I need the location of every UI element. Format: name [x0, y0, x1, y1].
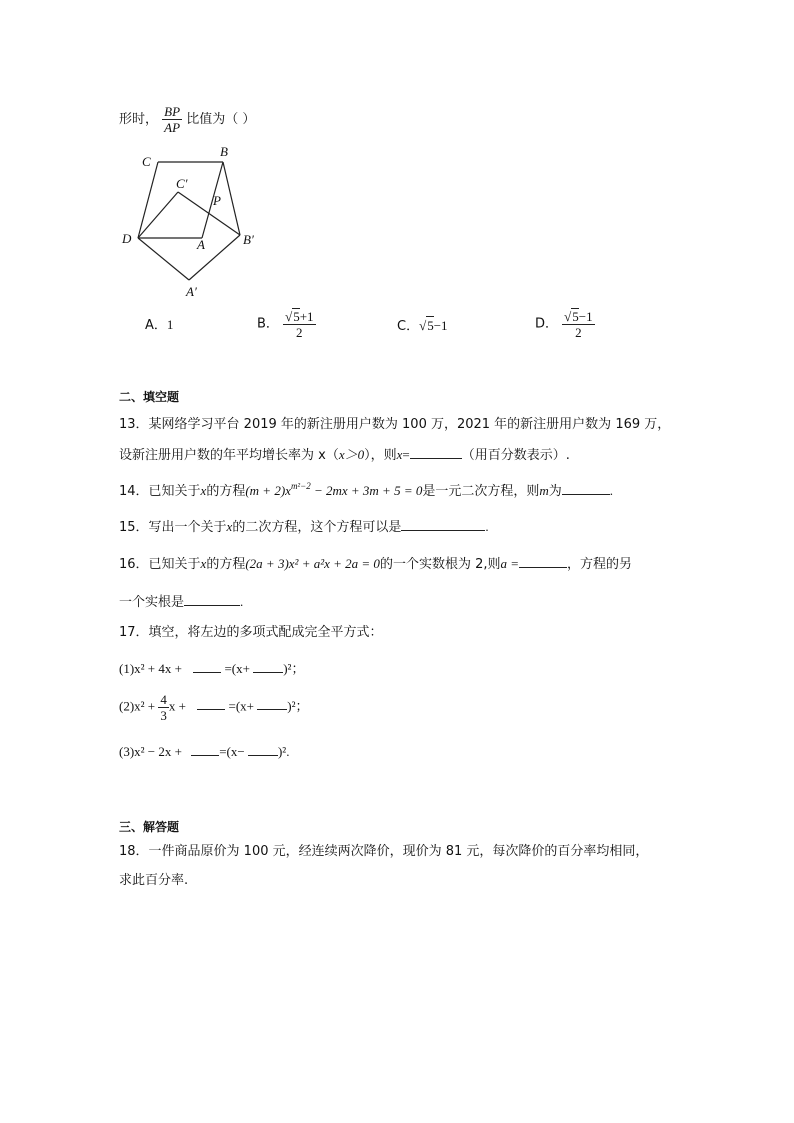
label-D: D: [122, 231, 132, 246]
option-d-num-rest: −1: [578, 309, 593, 324]
label-Cp: C′: [176, 176, 188, 191]
option-b-denominator: 2: [296, 325, 303, 340]
label-Bp: B′: [243, 232, 254, 247]
option-b-numerator: √5+1: [285, 309, 314, 324]
q16-line2: [119, 593, 243, 612]
q13-text-a: 设新注册用户数的年平均增长率为 x（: [119, 448, 339, 463]
q14-line: [119, 482, 613, 501]
option-d-numerator: √5−1: [564, 309, 593, 324]
q14-var-m: m: [539, 483, 549, 498]
q12-geometry-figure: [110, 140, 270, 300]
q12-option-c[interactable]: [397, 316, 448, 336]
q12-option-a[interactable]: [145, 316, 173, 335]
option-d-fraction: [562, 308, 594, 340]
q14-eq-part2: − 2mx + 3m + 5 = 0: [310, 483, 423, 498]
q16-text-a: 16．已知关于: [119, 557, 201, 572]
q15-period: .: [485, 519, 489, 534]
q12-option-b[interactable]: [257, 308, 316, 340]
option-c-value: √5−1: [419, 318, 448, 333]
q14-answer-blank[interactable]: [562, 482, 610, 495]
q16-text-b: 的方程: [206, 557, 246, 572]
option-d-label: D．: [535, 316, 559, 332]
q18-line2: 求此百分率.: [119, 873, 189, 888]
option-c-rest: −1: [433, 318, 448, 333]
q14-text-d: 为: [548, 484, 562, 499]
q17-part1: [119, 660, 304, 678]
option-b-label: B．: [257, 316, 279, 332]
option-b-fraction: [283, 308, 315, 340]
q17-p1-c: )²；: [283, 661, 305, 676]
q15-line: [119, 518, 489, 537]
q16-text-d: ，方程的另: [567, 557, 633, 572]
label-A: A: [197, 237, 205, 252]
q17-p3-c: )².: [277, 744, 290, 759]
q15-var-x: x: [226, 519, 233, 534]
section-heading-fill-blank: 二、填空题: [119, 390, 180, 404]
option-d-radicand: 5: [572, 309, 579, 324]
q17-p1-b: =(x+: [221, 661, 254, 676]
q12-after-text: 比值为（ ）: [186, 112, 256, 127]
q17-p2-d: )²；: [287, 698, 309, 714]
q17-p2-fraction: [158, 692, 169, 723]
q12-tail-text: 形时，: [119, 112, 159, 127]
q14-period: .: [609, 483, 614, 498]
q13-text-c: ），则: [364, 448, 397, 463]
q12-ratio-fraction: [162, 104, 182, 135]
label-C: C: [142, 154, 151, 169]
edge-CpBp: [178, 192, 240, 235]
q15-text-a: 15．写出一个关于: [119, 520, 227, 535]
q12-ratio-denominator: AP: [164, 120, 181, 135]
q14-text-a: 14．已知关于: [119, 484, 201, 499]
q17-p2-b: x +: [168, 698, 190, 714]
q17-p2-den: 3: [160, 708, 167, 723]
q12-stem: [119, 104, 255, 135]
q14-var-x: x: [200, 483, 207, 498]
q13-text-f: （用百分数表示）.: [461, 448, 570, 463]
q12-option-d[interactable]: [535, 308, 595, 340]
option-a-label: A．: [145, 318, 167, 333]
q13-var: x: [396, 447, 403, 462]
q17-p1-a: (1)x² + 4x +: [119, 661, 186, 676]
q14-text-b: 的方程: [206, 484, 246, 499]
q16-line1: [119, 555, 632, 574]
q16-text-c: 的一个实数根为 2,则: [379, 557, 501, 572]
q14-eq-part1: (m + 2)x: [245, 483, 291, 498]
q17-p2-num: 4: [160, 692, 167, 707]
option-d-denominator: 2: [575, 325, 582, 340]
q12-ratio-numerator: BP: [164, 104, 181, 119]
q16-answer-blank-a[interactable]: [519, 555, 567, 568]
q17-p3-b: =(x−: [219, 744, 248, 759]
q18-line1: 18．一件商品原价为 100 元，经连续两次降价，现价为 81 元，每次降价的百分率均相同，: [119, 844, 649, 859]
q13-answer-blank[interactable]: [410, 446, 462, 459]
q15-answer-blank[interactable]: [401, 518, 485, 531]
q14-equation: [245, 483, 422, 498]
q17-p2-blank2[interactable]: [257, 697, 287, 710]
edge-ApD: [138, 238, 189, 280]
label-B: B: [220, 144, 228, 159]
section-heading-solve: 三、解答题: [119, 820, 180, 834]
q16-equation: (2a + 3)x² + a²x + 2a = 0: [245, 556, 380, 571]
label-Ap: A′: [186, 284, 197, 299]
option-a-value: 1: [166, 317, 174, 332]
option-c-label: C．: [397, 319, 420, 334]
q16-answer-blank-root[interactable]: [184, 593, 240, 606]
q17-part2: [119, 692, 308, 723]
q13-eq: =: [402, 447, 410, 462]
edge-BBp: [223, 162, 240, 235]
q17-part3: [119, 743, 289, 761]
q14-exponent: m²−2: [290, 481, 311, 491]
q17-p2-blank1[interactable]: [197, 697, 225, 710]
q16-var-a: a =: [500, 556, 520, 571]
q13-line2: [119, 446, 570, 465]
q17-intro: 17．填空，将左边的多项式配成完全平方式：: [119, 625, 383, 640]
q16-period: .: [240, 594, 244, 609]
q13-line1: 13．某网络学习平台 2019 年的新注册用户数为 100 万，2021 年的新注册用户数为 169 万，: [119, 417, 671, 432]
q17-p3-blank2[interactable]: [248, 743, 278, 756]
q16-text-line2: 一个实根是: [119, 595, 185, 610]
q13-cond: x＞0: [338, 447, 365, 462]
option-b-num-rest: +1: [299, 309, 314, 324]
q17-p2-c: =(x+: [225, 698, 258, 714]
option-b-radicand: 5: [293, 309, 300, 324]
q17-p3-blank1[interactable]: [191, 743, 219, 756]
q17-p1-blank2[interactable]: [253, 660, 283, 673]
q16-var-x: x: [200, 556, 207, 571]
q17-p1-blank1[interactable]: [193, 660, 221, 673]
q14-text-c: 是一元二次方程，则: [422, 484, 540, 499]
q17-p2-a: (2)x² +: [119, 698, 159, 714]
label-P: P: [213, 193, 221, 208]
option-c-radicand: 5: [427, 318, 434, 333]
q15-text-b: 的二次方程，这个方程可以是: [232, 520, 402, 535]
q17-p3-a: (3)x² − 2x +: [119, 744, 186, 759]
